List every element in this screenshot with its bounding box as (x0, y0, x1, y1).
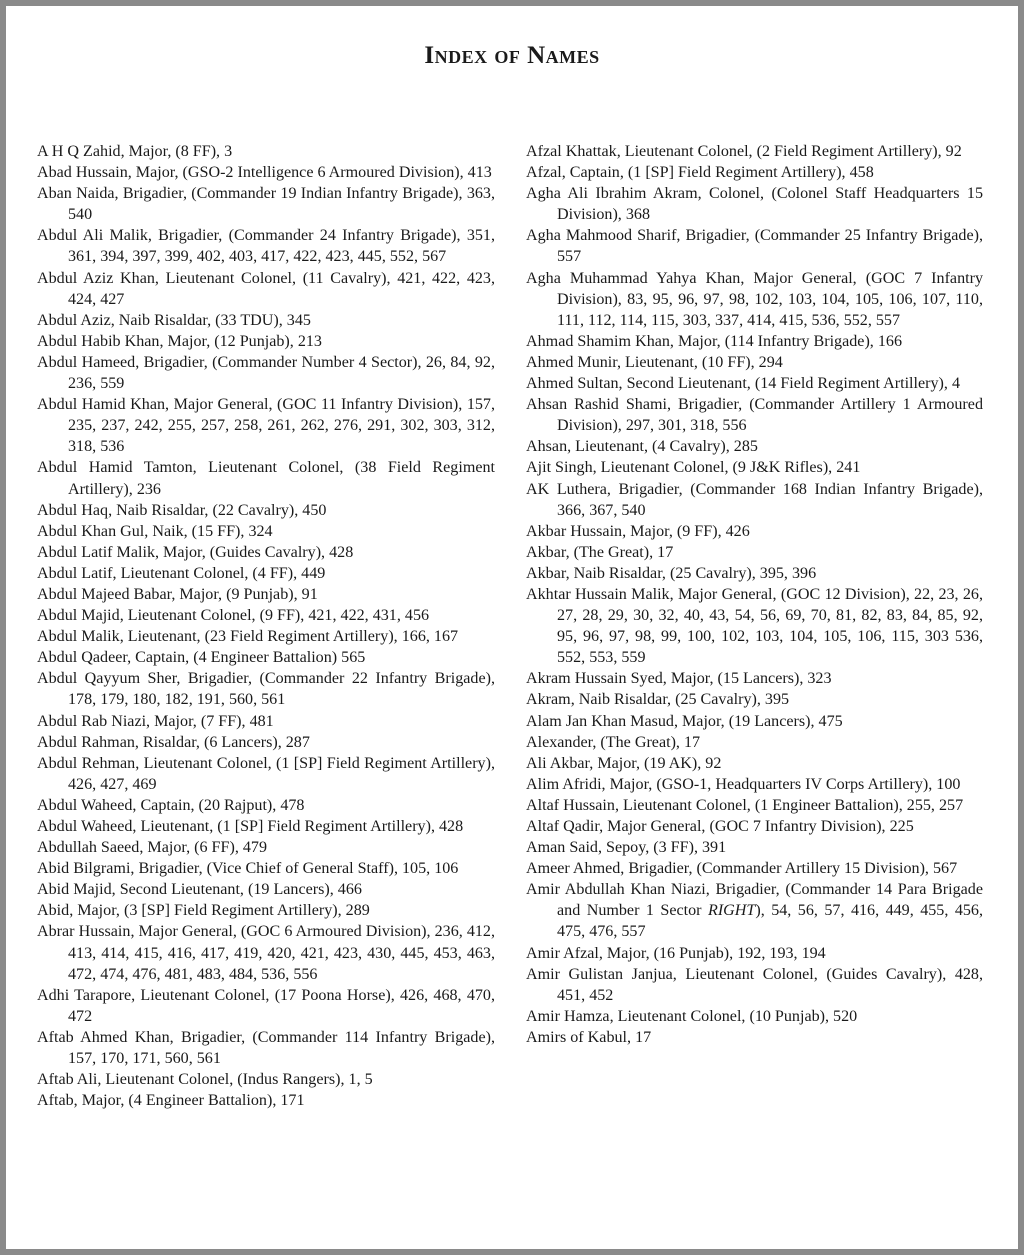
page-title: Index of Names (424, 42, 600, 69)
index-entry: Abdul Waheed, Captain, (20 Rajput), 478 (37, 796, 305, 814)
index-entry: Abdul Rehman, Lieutenant Colonel, (1 [SP] Field Regiment Artillery), 426, 427, 469 (37, 754, 495, 793)
index-entry: Aftab, Major, (4 Engineer Battalion), 171 (37, 1092, 305, 1110)
index-entry: Abdul Latif Malik, Major, (Guides Cavalry), 428 (37, 543, 354, 561)
index-entry: Akram, Naib Risaldar, (25 Cavalry), 395 (526, 691, 790, 709)
index-entry: Abdul Majid, Lieutenant Colonel, (9 FF), 421, 422, 431, 456 (37, 607, 430, 625)
index-entry: A H Q Zahid, Major, (8 FF), 3 (37, 143, 233, 160)
index-entry: Abdullah Saeed, Major, (6 FF), 479 (37, 839, 268, 857)
index-entry: Abdul Hameed, Brigadier, (Commander Number 4 Sector), 26, 84, 92, 236, 559 (37, 353, 495, 393)
index-entry: Abid, Major, (3 [SP] Field Regiment Artillery), 289 (37, 902, 370, 920)
index-entry: Amirs of Kabul, 17 (526, 1028, 652, 1046)
index-entry: Abdul Latif, Lieutenant Colonel, (4 FF), 449 (37, 564, 326, 582)
index-entry: Alexander, (The Great), 17 (526, 733, 701, 751)
index-entry: Ajit Singh, Lieutenant Colonel, (9 J&K Rifles), 241 (526, 459, 861, 477)
index-entry: Abdul Waheed, Lieutenant, (1 [SP] Field Regiment Artillery), 428 (37, 818, 464, 835)
index-entry: Alim Afridi, Major, (GSO-1, Headquarters IV Corps Artillery), 100 (526, 775, 961, 793)
index-entry: Aman Said, Sepoy, (3 FF), 391 (526, 839, 727, 857)
index-entry: Abdul Khan Gul, Naik, (15 FF), 324 (37, 522, 273, 540)
index-entry: Aftab Ahmed Khan, Brigadier, (Commander 114 Infantry Brigade), 157, 170, 171, 560, 561 (37, 1028, 495, 1068)
index-entry: Ahmad Shamim Khan, Major, (114 Infantry Brigade), 166 (526, 332, 902, 350)
index-entry: Ahmed Munir, Lieutenant, (10 FF), 294 (526, 353, 783, 371)
index-entry: Abrar Hussain, Major General, (GOC 6 Armoured Division), 236, 412, 413, 414, 415, 416, 417, 419, 420, 421, 423, 430, 445, 453, 463, 472, 474, 476, 481, 483, 484, 536, 556 (37, 923, 495, 983)
index-entry: Altaf Hussain, Lieutenant Colonel, (1 Engineer Battalion), 255, 257 (526, 796, 964, 814)
index-entry: Afzal, Captain, (1 [SP] Field Regiment Artillery), 458 (526, 164, 874, 182)
index-entry: Akram Hussain Syed, Major, (15 Lancers), 323 (526, 670, 832, 688)
index-entry: Ameer Ahmed, Brigadier, (Commander Artillery 15 Division), 567 (526, 860, 958, 878)
index-entry: Amir Afzal, Major, (16 Punjab), 192, 193, 194 (526, 944, 826, 962)
index-entry: Abdul Rahman, Risaldar, (6 Lancers), 287 (37, 733, 310, 751)
index-entry: Agha Muhammad Yahya Khan, Major General, (GOC 7 Infantry Division), 83, 95, 96, 97, 98, 102, 103, 104, 105, 106, 107, 110, 111, 112, 114, 115, 303, 337, 414, 415, 536, 552, 557 (526, 269, 983, 329)
index-entry: Amir Abdullah Khan Niazi, Brigadier, (Commander 14 Para Brigade and Number 1 Sector RIGHT), 54, 56, 57, 416, 449, 455, 456, 475, 476, 557 (526, 881, 983, 941)
index-entry: Abid Bilgrami, Brigadier, (Vice Chief of General Staff), 105, 106 (37, 860, 459, 878)
index-entry: Altaf Qadir, Major General, (GOC 7 Infantry Division), 225 (526, 818, 914, 835)
index-column-left (37, 141, 495, 1111)
index-entry: Ahsan Rashid Shami, Brigadier, (Commander Artillery 1 Armoured Division), 297, 301, 318, 556 (526, 396, 983, 435)
index-page (6, 6, 1018, 1249)
index-entry: Akhtar Hussain Malik, Major General, (GOC 12 Division), 22, 23, 26, 27, 28, 29, 30, 32, 40, 43, 54, 56, 69, 70, 81, 82, 83, 84, 85, 92, 95, 96, 97, 98, 99, 100, 102, 103, 104, 105, 106, 115, 303 536, 552, 553, 559 (526, 585, 983, 667)
index-entry: Aban Naida, Brigadier, (Commander 19 Indian Infantry Brigade), 363, 540 (37, 185, 495, 224)
index-entry: Abdul Aziz Khan, Lieutenant Colonel, (11 Cavalry), 421, 422, 423, 424, 427 (37, 269, 495, 308)
index-entry: Abdul Qadeer, Captain, (4 Engineer Battalion) 565 (37, 649, 366, 667)
index-column-right (526, 141, 983, 1048)
index-entry: Agha Ali Ibrahim Akram, Colonel, (Colonel Staff Headquarters 15 Division), 368 (526, 185, 983, 224)
index-entry: Amir Hamza, Lieutenant Colonel, (10 Punjab), 520 (526, 1007, 858, 1025)
index-entry: Abdul Majeed Babar, Major, (9 Punjab), 91 (37, 585, 318, 603)
index-entry: Adhi Tarapore, Lieutenant Colonel, (17 Poona Horse), 426, 468, 470, 472 (37, 986, 495, 1025)
index-entry: Afzal Khattak, Lieutenant Colonel, (2 Field Regiment Artillery), 92 (526, 143, 962, 160)
index-entry: Abdul Rab Niazi, Major, (7 FF), 481 (37, 712, 274, 730)
index-entry: Abdul Hamid Tamton, Lieutenant Colonel, (38 Field Regiment Artillery), 236 (37, 459, 495, 498)
index-entry: Abdul Malik, Lieutenant, (23 Field Regiment Artillery), 166, 167 (37, 628, 459, 646)
index-entry: Abad Hussain, Major, (GSO-2 Intelligence 6 Armoured Division), 413 (37, 164, 492, 182)
index-entry: Agha Mahmood Sharif, Brigadier, (Commander 25 Infantry Brigade), 557 (526, 227, 983, 266)
index-entry: Abdul Haq, Naib Risaldar, (22 Cavalry), 450 (37, 501, 327, 519)
index-entry: Akbar, Naib Risaldar, (25 Cavalry), 395, 396 (526, 564, 817, 582)
index-entry: Alam Jan Khan Masud, Major, (19 Lancers), 475 (526, 712, 843, 730)
index-entry: Abdul Hamid Khan, Major General, (GOC 11 Infantry Division), 157, 235, 237, 242, 255, 257, 258, 261, 262, 276, 291, 302, 303, 312, 318, 536 (37, 396, 495, 456)
index-entry: Abdul Aziz, Naib Risaldar, (33 TDU), 345 (37, 311, 311, 329)
index-entry: Ahmed Sultan, Second Lieutenant, (14 Field Regiment Artillery), 4 (526, 375, 961, 393)
index-entry: AK Luthera, Brigadier, (Commander 168 Indian Infantry Brigade), 366, 367, 540 (526, 480, 983, 519)
index-entry: Abdul Ali Malik, Brigadier, (Commander 24 Infantry Brigade), 351, 361, 394, 397, 399, 402, 403, 417, 422, 423, 445, 552, 567 (37, 227, 495, 266)
index-entry: Aftab Ali, Lieutenant Colonel, (Indus Rangers), 1, 5 (37, 1071, 373, 1089)
index-entry: Abdul Qayyum Sher, Brigadier, (Commander 22 Infantry Brigade), 178, 179, 180, 182, 191, 560, 561 (37, 670, 495, 709)
index-entry: Akbar Hussain, Major, (9 FF), 426 (526, 522, 750, 540)
index-entry: Amir Gulistan Janjua, Lieutenant Colonel, (Guides Cavalry), 428, 451, 452 (526, 965, 983, 1004)
index-entry: Abid Majid, Second Lieutenant, (19 Lancers), 466 (37, 881, 362, 899)
index-entry: Ahsan, Lieutenant, (4 Cavalry), 285 (526, 438, 758, 456)
index-entry: Akbar, (The Great), 17 (526, 543, 674, 561)
index-entry: Abdul Habib Khan, Major, (12 Punjab), 213 (37, 332, 322, 350)
index-entry: Ali Akbar, Major, (19 AK), 92 (526, 754, 722, 772)
